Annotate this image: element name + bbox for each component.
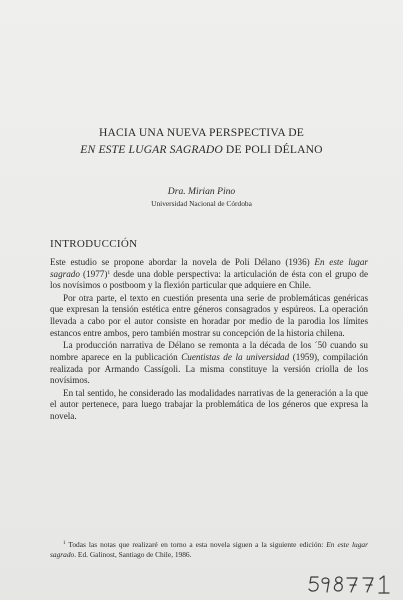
paragraph-1	[50, 257, 368, 292]
body-text	[50, 257, 368, 423]
paragraph-3-publication-title: Cuentistas de la universidad	[181, 351, 290, 362]
paragraph-3-text-c: (1959), compilación realizada por Armando Cassígoli. La misma constituye la versión criolla de los novísimos.	[50, 351, 368, 386]
author-name: Dra. Mirian Pino	[167, 186, 236, 197]
title-book-name: EN ESTE LUGAR SAGRADO	[80, 143, 223, 156]
paragraph-1-book-title: En este lugar sagrado	[50, 257, 368, 279]
author-affiliation: Universidad Nacional de Córdoba	[151, 199, 252, 208]
footnote-reference[interactable]: 1	[107, 269, 111, 276]
title-author-suffix: DE POLI DÉLANO	[222, 143, 323, 156]
paragraph-2: Por otra parte, el texto en cuestión presenta una serie de problemáticas genéricas que expresan la tensión estética entre géneros consagrados y espúreos. La operación llevada a cabo por el autor consiste en horadar por medio de la parodia los límites estancos entre ambos, pero también mostrar su concepción de la historia chilena.	[50, 292, 368, 338]
footnote-text-a: Todas las notas que realizaré en torno a esta novela siguen a la siguiente edición:	[65, 540, 327, 549]
handwritten-annotation	[308, 573, 394, 595]
paragraph-3	[50, 340, 368, 387]
article-title-line-1: HACIA UNA NUEVA PERSPECTIVA DE	[98, 126, 305, 139]
footnote	[50, 540, 368, 560]
footnote-book-title: En este lugar sagrado	[50, 540, 368, 559]
paragraph-1-text-c: (1977)	[79, 268, 108, 279]
paragraph-1-text-a: Este estudio se propone abordar la novela de Poli Délano (1936)	[50, 257, 315, 267]
paragraph-4: En tal sentido, he considerado las modalidades narrativas de la generación a la que el autor pertenece, para luego trabajar la problemática de los géneros que expresa la novela.	[50, 387, 368, 421]
section-heading: INTRODUCCIÓN	[50, 238, 138, 250]
footnote-marker: 1	[63, 541, 66, 546]
paragraph-1-text-d: desde una doble perspectiva: la articulación de ésta con el grupo de los novísimos o postboom y la flexión particular que adquiere en Chile.	[50, 268, 369, 291]
footnote-text-c: . Ed. Galinost, Santiago de Chile, 1986.	[74, 549, 192, 559]
paragraph-3-text-a: La producción narrativa de Délano se remonta a la década de los ´50 cuando su nombre aparece en la publicación	[50, 340, 368, 362]
article-title-line-2	[0, 142, 403, 157]
